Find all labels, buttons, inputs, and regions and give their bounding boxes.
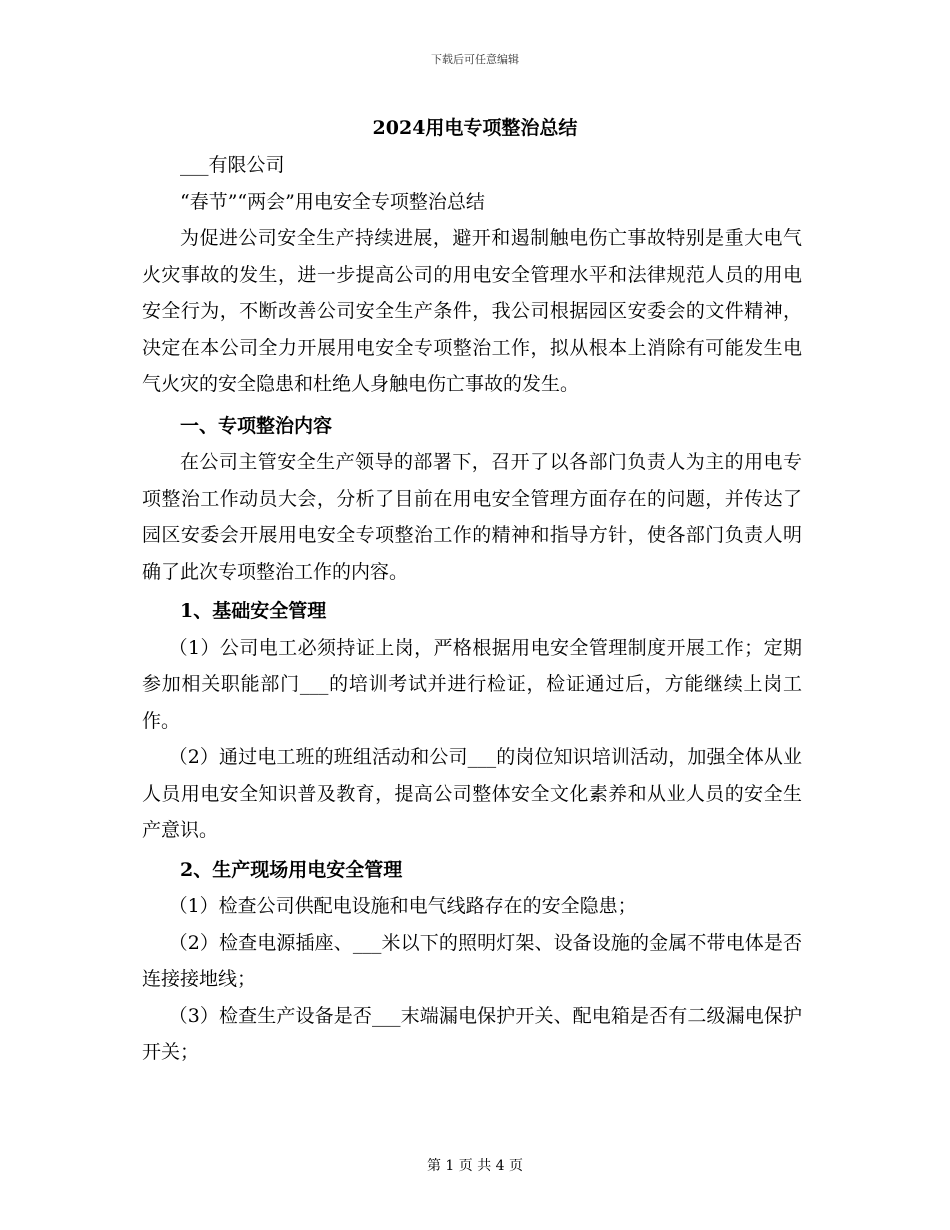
page-header-note: 下载后可任意编辑 bbox=[431, 53, 519, 66]
section-1-paragraph: 在公司主管安全生产领导的部署下，召开了以各部门负责人为主的用电专项整治工作动员大会，分析了目前在用电安全管理方面存在的问题，并传达了园区安委会开展用电安全专项整治工作的精神和指导方针，使各部门负责人明确了此次专项整治工作的内容。 bbox=[142, 451, 802, 583]
subsection-2-item-2: （2）检查电源插座、___米以下的照明灯架、设备设施的金属不带电体是否连接接地线； bbox=[142, 931, 802, 990]
subsection-2-item-1: （1）检查公司供配电设施和电气线路存在的安全隐患； bbox=[168, 895, 637, 917]
page-number: 第 1 页 共 4 页 bbox=[426, 1158, 524, 1174]
document-body bbox=[142, 147, 802, 1071]
company-name-line: ___有限公司 bbox=[180, 154, 285, 176]
subsection-heading-1: 1、基础安全管理 bbox=[180, 600, 327, 622]
intro-paragraph: 为促进公司安全生产持续进展，避开和遏制触电伤亡事故特别是重大电气火灾事故的发生，进一步提高公司的用电安全管理水平和法律规范人员的用电安全行为，不断改善公司安全生产条件，我公司根据园区安委会的文件精神，决定在本公司全力开展用电安全专项整治工作，拟从根本上消除有可能发生电气火灾的安全隐患和杜绝人身触电伤亡事故的发生。 bbox=[142, 227, 802, 395]
section-heading-1: 一、专项整治内容 bbox=[180, 414, 333, 437]
subsection-2-item-3: （3）检查生产设备是否___末端漏电保护开关、配电箱是否有二级漏电保护开关； bbox=[142, 1004, 802, 1063]
document-title: 2024用电专项整治总结 bbox=[372, 117, 578, 139]
subtitle-line: “春节”“两会”用电安全专项整治总结 bbox=[180, 190, 485, 213]
subsection-1-item-2: （2）通过电工班的班组活动和公司___的岗位知识培训活动，加强全体从业人员用电安全知识普及教育，提高公司整体安全文化素养和从业人员的安全生产意识。 bbox=[142, 746, 802, 841]
subsection-1-item-1: （1）公司电工必须持证上岗，严格根据用电安全管理制度开展工作；定期参加相关职能部门___的培训考试并进行检证，检证通过后，方能继续上岗工作。 bbox=[142, 636, 802, 732]
subsection-heading-2: 2、生产现场用电安全管理 bbox=[180, 858, 403, 881]
